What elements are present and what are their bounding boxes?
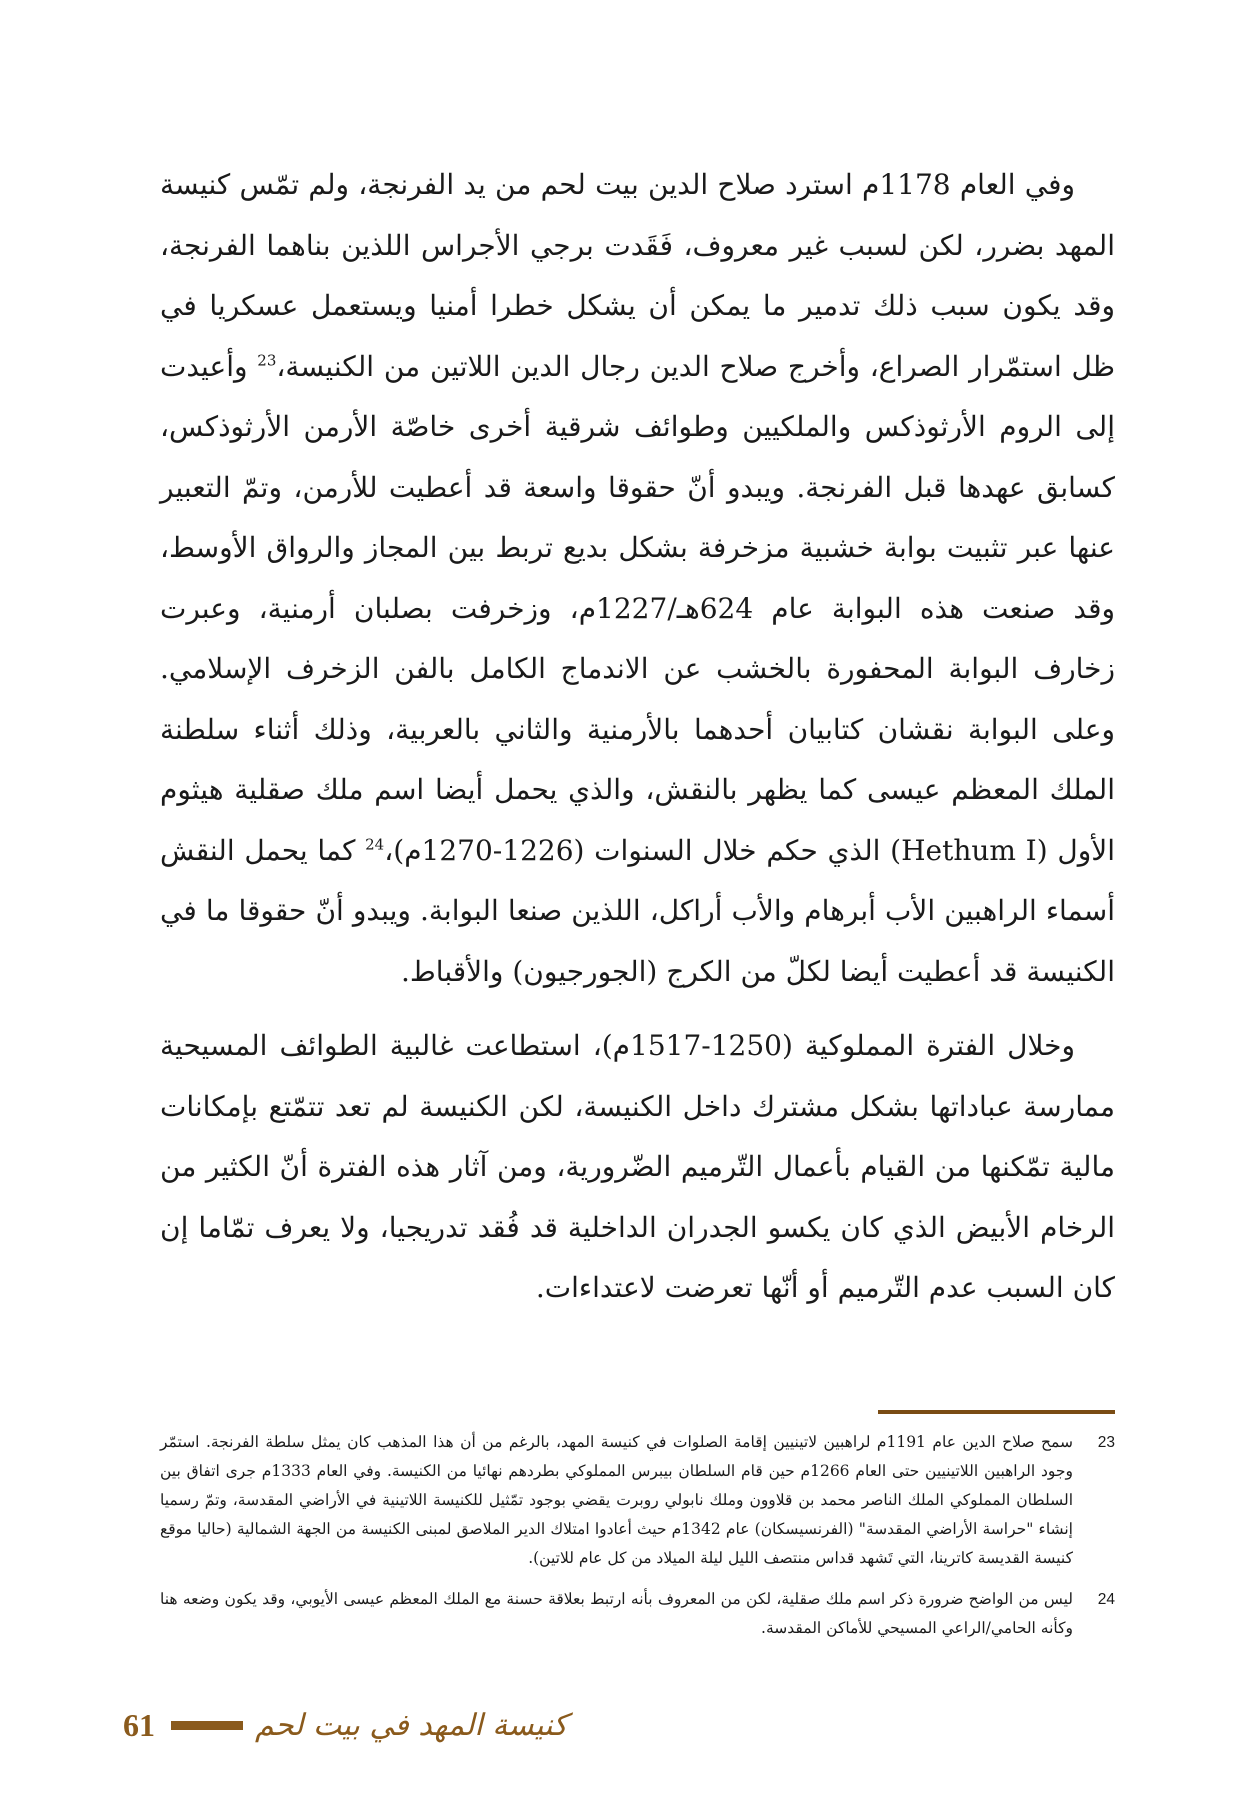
paragraph-1 — [160, 155, 1115, 1002]
footnote-24 — [160, 1585, 1115, 1643]
paragraph-1-part-2: وأعيدت إلى الروم الأرثوذكس والملكيين وطوائف شرقية أخرى خاصّة الأرمن الأرثوذكس، كسابق عهدها قبل الفرنجة. ويبدو أنّ حقوقا واسعة قد أعطيت للأرمن، وتمّ التعبير عنها عبر تثبيت بوابة خشبية مزخرفة بشكل بديع تربط بين المجاز والرواق الأوسط، وقد صنعت هذه البوابة عام 624هـ/1227م، وزخرفت بصلبان أرمنية، وعبرت زخارف البوابة المحفورة بالخشب عن الاندماج الكامل بالفن الزخرف الإسلامي. وعلى البوابة نقشان كتابيان أحدهما بالأرمنية والثاني بالعربية، وذلك أثناء سلطنة الملك المعظم عيسى كما يظهر بالنقش، والذي يحمل أيضا اسم ملك صقلية هيثوم الأول (Hethum I) الذي حكم خلال السنوات (1226-1270م)، — [160, 349, 1116, 867]
footnote-ref-24[interactable]: 24 — [365, 835, 385, 854]
book-title: كنيسة المهد في بيت لحم — [255, 1707, 568, 1743]
paragraph-1-part-3: كما يحمل النقش أسماء الراهبين الأب أبرهام والأب أراكل، اللذين صنعا البوابة. ويبدو أنّ حقوقا ما في الكنيسة قد أعطيت أيضا لكلّ من الكرج (الجورجيون) والأقباط. — [160, 833, 1115, 988]
paragraph-2: وخلال الفترة المملوكية (1250-1517م)، استطاعت غالبية الطوائف المسيحية ممارسة عباداتها بشكل مشترك داخل الكنيسة، لكن الكنيسة لم تعد تتمّتع بإمكانات مالية تمّكنها من القيام بأعمال التّرميم الضّرورية، ومن آثار هذه الفترة أنّ الكثير من الرخام الأبيض الذي كان يكسو الجدران الداخلية قد فُقد تدريجيا، ولا يعرف تمّاما إن كان السبب عدم التّرميم أو أنّها تعرضت لاعتداءات. — [160, 1029, 1116, 1304]
body-text — [160, 155, 1115, 1319]
footnote-number: 23 — [1097, 1434, 1115, 1451]
footer-rule — [171, 1721, 243, 1730]
running-footer — [123, 1700, 567, 1750]
footnote-number: 24 — [1097, 1591, 1115, 1608]
paragraph-1-part-1: وفي العام 1178م استرد صلاح الدين بيت لحم من يد الفرنجة، ولم تمّس كنيسة المهد بضرر، لكن لسبب غير معروف، فَقَدت برجي الأجراس اللذين بناهما الفرنجة، وقد يكون سبب ذلك تدمير ما يمكن أن يشكل خطرا أمنيا ويستعمل عسكريا في ظل استمّرار الصراع، وأخرج صلاح الدين رجال الدين اللاتين من الكنيسة، — [160, 168, 1115, 383]
footnote-separator — [878, 1410, 1115, 1414]
footnote-ref-23[interactable]: 23 — [257, 351, 277, 370]
page-number: 61 — [123, 1706, 155, 1743]
footnotes — [160, 1428, 1115, 1655]
footnote-text: سمح صلاح الدين عام 1191م لراهبين لاتينيين إقامة الصلوات في كنيسة المهد، بالرغم من أن هذا المذهب كان يمثل سلطة الفرنجة. استمّر وجود الراهبين اللاتينيين حتى العام 1266م حين قام السلطان بيبرس المملوكي بطردهم نهائيا من الكنيسة. وفي العام 1333م جرى اتفاق بين السلطان المملوكي الملك الناصر محمد بن قلاوون وملك نابولي روبرت يقضي بوجود تمّثيل للكنيسة اللاتينية في الأراضي المقدسة، وتمّ رسميا إنشاء "حراسة الأراضي المقدسة" (الفرنسيسكان) عام 1342م حيث أعادوا امتلاك الدير الملاصق لمبنى الكنيسة من الجهة الشمالية (حاليا موقع كنيسة القديسة كاترينا، التي تَشهد قداس منتصف الليل ليلة الميلاد من كل عام للاتين). — [160, 1433, 1073, 1567]
footnote-text: ليس من الواضح ضرورة ذكر اسم ملك صقلية، لكن من المعروف بأنه ارتبط بعلاقة حسنة مع الملك المعظم عيسى الأيوبي، وقد يكون وضعه هنا وكأنه الحامي/الراعي المسيحي للأماكن المقدسة. — [160, 1590, 1073, 1637]
footnote-23 — [160, 1428, 1115, 1573]
